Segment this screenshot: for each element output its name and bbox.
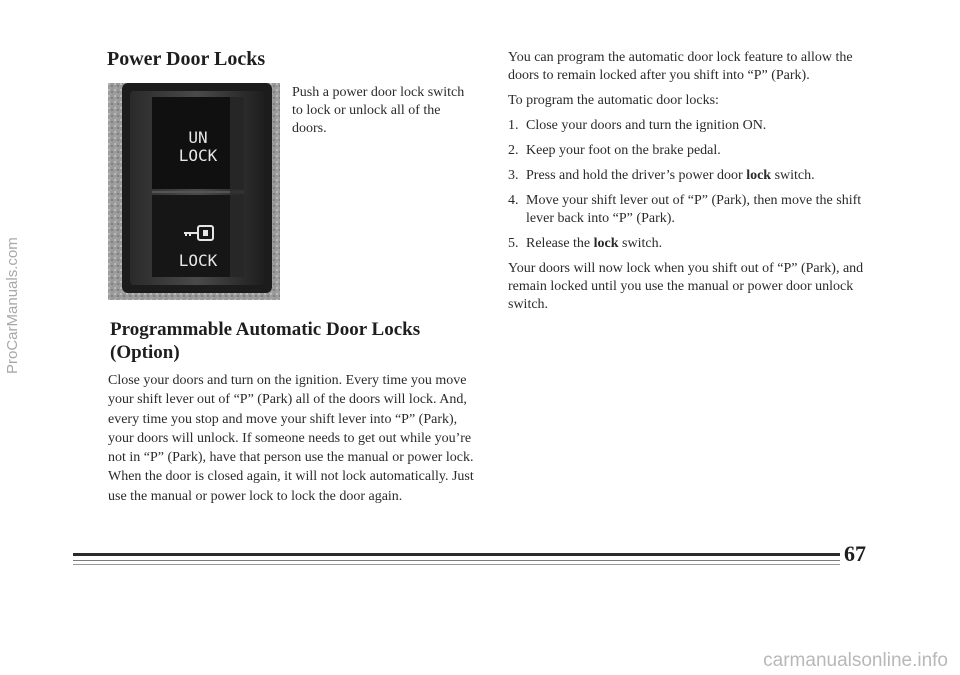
switch-unlock-line1: UN xyxy=(188,128,208,147)
section-title-programmable-locks xyxy=(110,318,470,364)
watermark-left-text: ProCarManuals.com xyxy=(4,237,21,374)
footer-rule-thick xyxy=(73,553,840,556)
right-column xyxy=(508,49,878,314)
footer-rule-thin xyxy=(73,560,840,561)
step-number: 2. xyxy=(508,143,519,158)
step-number: 4. xyxy=(508,193,519,208)
program-howto: To program the automatic door locks: xyxy=(508,93,719,108)
step-number: 1. xyxy=(508,118,519,133)
step-text-post: switch. xyxy=(771,168,815,183)
switch-unlock-label xyxy=(168,129,228,165)
step-text: Close your doors and turn the ignition ON. xyxy=(526,118,767,133)
step-number: 3. xyxy=(508,168,519,183)
step-item xyxy=(508,235,878,253)
key-icon xyxy=(182,225,216,246)
step-item xyxy=(508,192,878,228)
step-item xyxy=(508,142,878,160)
switch-lock-label: LOCK xyxy=(178,251,218,270)
step-number: 5. xyxy=(508,236,519,251)
switch-unlock-line2: LOCK xyxy=(178,146,218,165)
step-item xyxy=(508,167,878,185)
program-feature-paragraph: You can program the automatic door lock feature to allow the doors to remain locked after you shift into “P” (Park). xyxy=(508,50,853,83)
power-lock-intro: Push a power door lock switch to lock or unlock all of the doors. xyxy=(292,85,465,136)
section-title-power-door-locks: Power Door Locks xyxy=(107,48,266,70)
step-text: Keep your foot on the brake pedal. xyxy=(526,143,721,158)
section-title-line1: Programmable Automatic Door Locks xyxy=(110,319,421,340)
watermark-bottom: carmanualsonline.info xyxy=(763,650,948,671)
step-text-bold: lock xyxy=(746,168,772,183)
step-item xyxy=(508,117,878,135)
section-title-line2: (Option) xyxy=(110,342,180,363)
step-text: Move your shift lever out of “P” (Park), then move the shift lever back into “P” (Park). xyxy=(526,193,862,226)
step-text-pre: Press and hold the driver’s power door xyxy=(526,168,747,183)
closing-paragraph: Your doors will now lock when you shift out of “P” (Park), and remain locked until you use the manual or power door unlock switch. xyxy=(508,261,864,312)
step-text-post: switch. xyxy=(618,236,663,251)
step-text-pre: Release the xyxy=(526,236,594,251)
step-text-bold: lock xyxy=(593,236,619,251)
program-steps-list xyxy=(508,117,878,253)
footer-rule-thin xyxy=(73,564,840,565)
page-number: 67 xyxy=(844,541,866,566)
door-lock-switch-photo xyxy=(108,83,280,300)
programmable-locks-paragraph: Close your doors and turn on the ignition. Every time you move your shift lever out of “P” (Park) all of the doors will lock. And, every time you stop and move your shift lever into “P” (Park), your doors will unlock. If someone needs to get out while you’re not in “P” (Park), have that person use the manual or power lock. When the door is closed again, it will not lock automatically. Just use the manual or power lock to lock the door again. xyxy=(108,373,474,504)
watermark-left xyxy=(0,0,26,675)
